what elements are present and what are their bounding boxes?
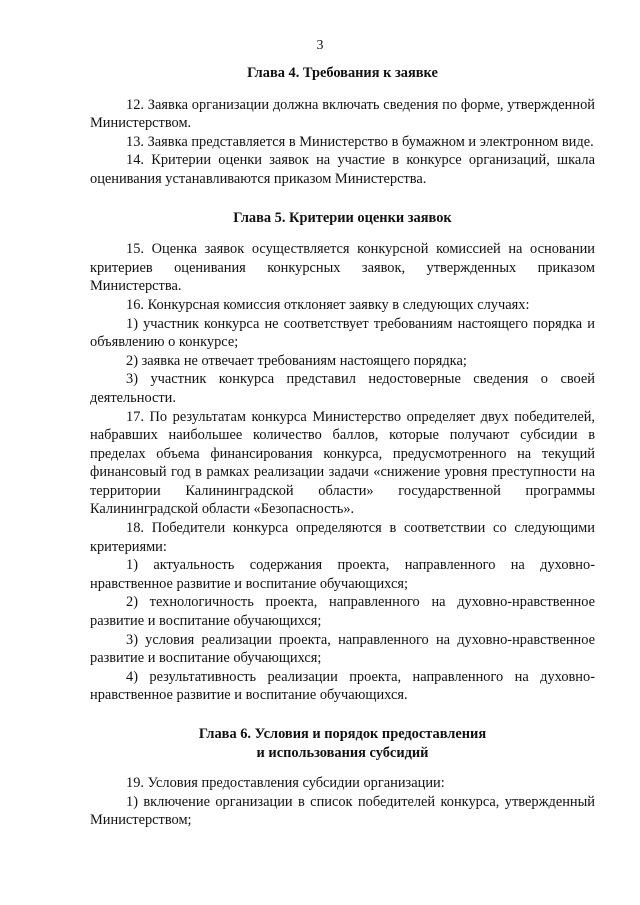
chapter-6 [90, 725, 595, 830]
list-item: 1) участник конкурса не соответствует требованиям настоящего порядка и объявлению о конкурсе; [90, 315, 595, 351]
chapter-5 [90, 209, 595, 705]
paragraph: 15. Оценка заявок осуществляется конкурсной комиссией на основании критериев оценивания конкурсных заявок, утвержденных приказом Министерства. [90, 241, 595, 295]
list-item: 3) участник конкурса представил недостоверные сведения о своей деятельности. [90, 371, 595, 406]
chapter-6-title [90, 725, 595, 762]
document-body [90, 64, 595, 830]
list-item: 2) технологичность проекта, направленного на духовно-нравственное развитие и воспитание обучающихся; [90, 594, 595, 630]
paragraph: 14. Критерии оценки заявок на участие в конкурсе организаций, шкала оценивания устанавливаются приказом Министерства. [90, 152, 595, 187]
paragraph: 19. Условия предоставления субсидии организации: [126, 775, 445, 792]
chapter-4-title: Глава 4. Требования к заявке [247, 65, 438, 81]
page-number: 3 [316, 38, 324, 53]
list-item: 1) актуальность содержания проекта, направленного на духовно-нравственное развитие и воспитание обучающихся; [90, 557, 595, 592]
paragraph: 13. Заявка представляется в Министерство в бумажном и электронном виде. [126, 133, 594, 150]
paragraph: 17. По результатам конкурса Министерство определяет двух победителей, набравших наибольшее количество баллов, которые получают субсидии в пределах объема финансирования конкурса, предусмотренного на текущий финансовый год в рамках реализации задачи «снижение уровня преступности на территории Калининградской области» государственной программы Калининградской области «Безопасность». [90, 408, 595, 518]
paragraph: 18. Победители конкурса определяются в соответствии со следующими критериями: [90, 520, 595, 555]
list-item: 2) заявка не отвечает требованиям настоящего порядка; [126, 352, 467, 369]
chapter-6-title-line-2: и использования субсидий [256, 744, 429, 761]
list-item: 1) включение организации в список победителей конкурса, утвержденный Министерством; [90, 793, 595, 829]
chapter-6-title-line-1: Глава 6. Условия и порядок предоставления [198, 726, 487, 742]
paragraph: 16. Конкурсная комиссия отклоняет заявку в следующих случаях: [126, 296, 530, 313]
list-item: 3) условия реализации проекта, направленного на духовно-нравственное развитие и воспитание обучающихся; [90, 631, 595, 667]
chapter-5-title: Глава 5. Критерии оценки заявок [233, 209, 452, 226]
list-item: 4) результативность реализации проекта, направленного на духовно-нравственное развитие и воспитание обучающихся. [90, 668, 595, 704]
chapter-4 [90, 64, 595, 189]
paragraph: 12. Заявка организации должна включать сведения по форме, утвержденной Министерством. [90, 96, 595, 132]
